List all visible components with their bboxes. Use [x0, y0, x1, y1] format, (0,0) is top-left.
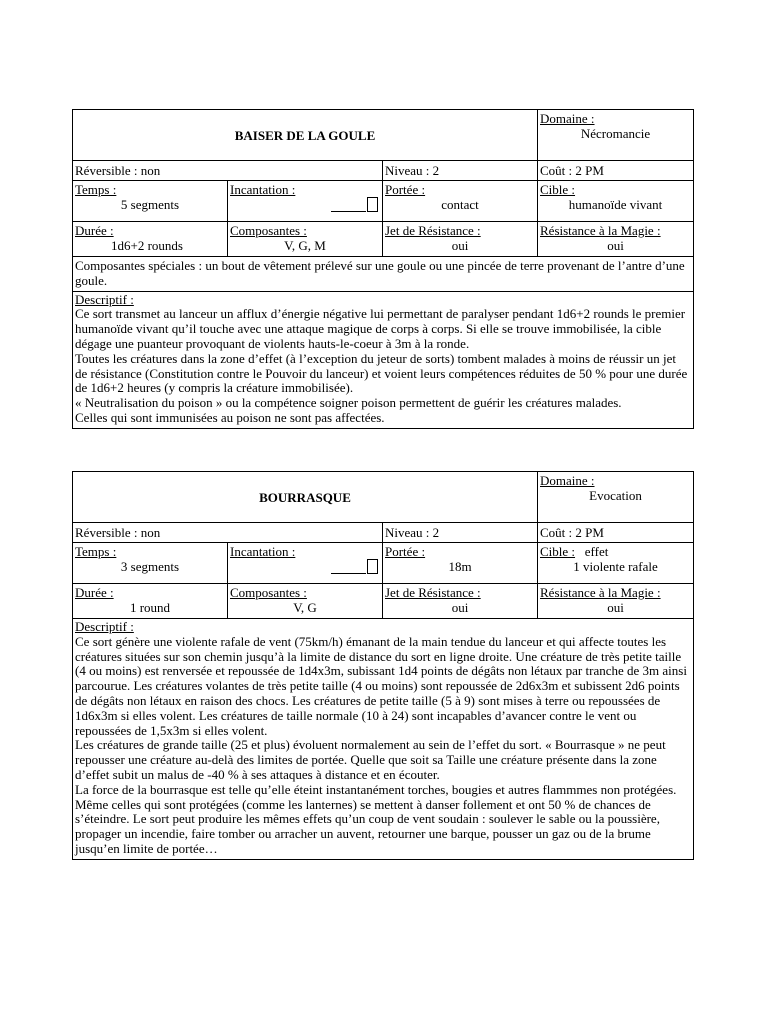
jet-cell	[383, 584, 538, 618]
temps-value: 5 segments	[120, 197, 180, 212]
duree-label: Durée :	[75, 223, 114, 238]
spell-resist-row	[73, 222, 693, 257]
cible-label: Cible :	[540, 182, 576, 197]
descriptif-label: Descriptif :	[75, 619, 134, 634]
spell-casting-row	[73, 543, 693, 584]
rm-label: Résistance à la Magie :	[540, 223, 661, 238]
domaine-label: Domaine :	[540, 111, 595, 126]
descriptif-paragraph: Ce sort transmet au lanceur un afflux d’énergie négative lui permettant de paralyser pendant 1d6+2 rounds le premier humanoïde vivant qu’il touche avec une attaque magique de corps à corps. Si elle se trouve immobilisée, la cible dégage une puanteur provoquant de violents hauts-le-coeur à 3m à la ronde.	[75, 306, 686, 351]
composantes-label: Composantes :	[230, 585, 307, 600]
composantes-speciales: Composantes spéciales : un bout de vêtement prélevé sur une goule ou une pincée de terre provenant de l’antre d’une goule.	[75, 258, 685, 288]
incantation-line	[331, 211, 366, 212]
duree-value: 1 round	[129, 600, 171, 615]
descriptif-label: Descriptif :	[75, 291, 134, 307]
jet-label: Jet de Résistance :	[385, 585, 481, 600]
spell-title: BAISER DE LA GOULE	[73, 110, 538, 160]
descriptif-paragraph: Les créatures de grande taille (25 et plus) évoluent normalement au sein de l’effet du sort. « Bourrasque » ne peut repousser une créature au-delà des limites de portée. Quelle que soit sa Taille une créature présente dans la zone d’effet subit un malus de -40 % à ses attaques à distance et en écouter.	[75, 737, 666, 782]
checkbox-icon	[367, 559, 378, 574]
portee-value: 18m	[448, 559, 472, 574]
domaine-value: Nécromancie	[580, 126, 651, 141]
temps-label: Temps :	[75, 544, 117, 559]
cible-inline-value: effet	[584, 544, 609, 559]
jet-value: oui	[451, 238, 469, 253]
jet-label: Jet de Résistance :	[385, 223, 481, 238]
domaine-value: Evocation	[589, 488, 642, 503]
incantation-cell	[228, 181, 383, 221]
descriptif-cell	[73, 619, 693, 859]
portee-value: contact	[441, 197, 479, 212]
descriptif-cell	[73, 292, 693, 428]
rm-value: oui	[607, 600, 624, 615]
niveau: Niveau : 2	[383, 523, 538, 542]
spell-header-row	[73, 110, 693, 161]
spell-title: BOURRASQUE	[73, 472, 538, 522]
incantation-line	[331, 573, 366, 574]
portee-label: Portée :	[385, 544, 426, 559]
temps-cell	[73, 543, 228, 583]
domaine-cell	[538, 472, 693, 522]
portee-cell	[383, 543, 538, 583]
descriptif-paragraph: Ce sort génère une violente rafale de vent (75km/h) émanant de la main tendue du lanceur et qui affecte toutes les créatures situées sur son chemin jusqu’à la limite de distance du sort en ligne droite. Une créature de très petite taille (4 ou moins) est renversée et repoussée de 1d4x3m, subissant 1d4 points de dégâts non létaux par tranche de 3m ainsi parcourue. Les créatures volantes de très petite taille (4 ou moins) sont repoussée de 2d6x3m et subissent 2d6 points de dégâts non létaux en raison des chocs. Les créatures de petite taille (5 à 9) sont mises à terre ou repoussées de 1d6x3m si elles volent. Les créatures de taille normale (10 à 24) sont incapables d’avancer contre le vent ou repoussées de 1,5x3m si elles volent.	[75, 633, 687, 738]
cible-value: humanoïde vivant	[568, 197, 663, 212]
cout: Coût : 2 PM	[540, 163, 604, 178]
temps-value: 3 segments	[120, 559, 180, 574]
rm-cell	[538, 584, 693, 618]
cible-cell	[538, 543, 693, 583]
cible-label: Cible :	[540, 544, 576, 559]
rm-value: oui	[607, 238, 624, 253]
composantes-label: Composantes :	[230, 223, 307, 238]
rm-cell	[538, 222, 693, 256]
descriptif-paragraph: Celles qui sont immunisées au poison ne sont pas affectées.	[75, 409, 385, 425]
incantation-cell	[228, 543, 383, 583]
temps-label: Temps :	[75, 182, 117, 197]
spell-stats-row	[73, 161, 693, 181]
jet-cell	[383, 222, 538, 256]
niveau: Niveau : 2	[383, 161, 538, 180]
cout: Coût : 2 PM	[540, 525, 604, 540]
cible-value: 1 violente rafale	[573, 559, 658, 574]
domaine-label: Domaine :	[540, 473, 595, 488]
composantes-value: V, G	[293, 600, 317, 615]
spell-stats-row	[73, 523, 693, 543]
duree-cell	[73, 584, 228, 618]
descriptif-row	[73, 619, 693, 859]
duree-value: 1d6+2 rounds	[111, 238, 183, 253]
composantes-value: V, G, M	[284, 238, 326, 253]
duree-cell	[73, 222, 228, 256]
spell-card-bourrasque	[72, 471, 694, 860]
spell-casting-row	[73, 181, 693, 222]
jet-value: oui	[451, 600, 469, 615]
descriptif-paragraph: Toutes les créatures dans la zone d’effet (à l’exception du jeteur de sorts) tombent malades à moins de réussir un jet de résistance (Constitution contre le Pouvoir du lanceur) et voient leurs compétences réduites de 50 % pour une durée de 1d6+2 heures (y compris la créature immobilisée).	[75, 350, 688, 396]
temps-cell	[73, 181, 228, 221]
checkbox-icon	[367, 197, 378, 212]
portee-cell	[383, 181, 538, 221]
duree-label: Durée :	[75, 585, 114, 600]
domaine-cell	[538, 110, 693, 160]
composantes-cell	[228, 584, 383, 618]
portee-label: Portée :	[385, 182, 426, 197]
rm-label: Résistance à la Magie :	[540, 585, 661, 600]
descriptif-paragraph: « Neutralisation du poison » ou la compétence soigner poison permettent de guérir les créatures malades.	[75, 395, 622, 411]
cible-cell	[538, 181, 693, 221]
composantes-speciales-row	[73, 257, 693, 292]
reversible: Réversible : non	[73, 161, 383, 180]
spell-header-row	[73, 472, 693, 523]
descriptif-paragraph: La force de la bourrasque est telle qu’elle éteint instantanément torches, bougies et autres flammmes non protégées. Même celles qui sont protégées (comme les lanternes) se mettent à danser follement et ont 50 % de chances de s’éteindre. Le sort peut produire les mêmes effets qu’un coup de vent soudain : soulever le sable ou la poussière, propager un incendie, faire tomber ou arracher un auvent, retourner une barque, pousser un gaz ou de la brume jusqu’en limite de portée…	[75, 781, 677, 856]
incantation-label: Incantation :	[230, 182, 296, 197]
composantes-cell	[228, 222, 383, 256]
incantation-label: Incantation :	[230, 544, 296, 559]
spell-resist-row	[73, 584, 693, 619]
descriptif-row	[73, 292, 693, 428]
spell-card-baiser-de-la-goule	[72, 109, 694, 429]
reversible: Réversible : non	[73, 523, 383, 542]
